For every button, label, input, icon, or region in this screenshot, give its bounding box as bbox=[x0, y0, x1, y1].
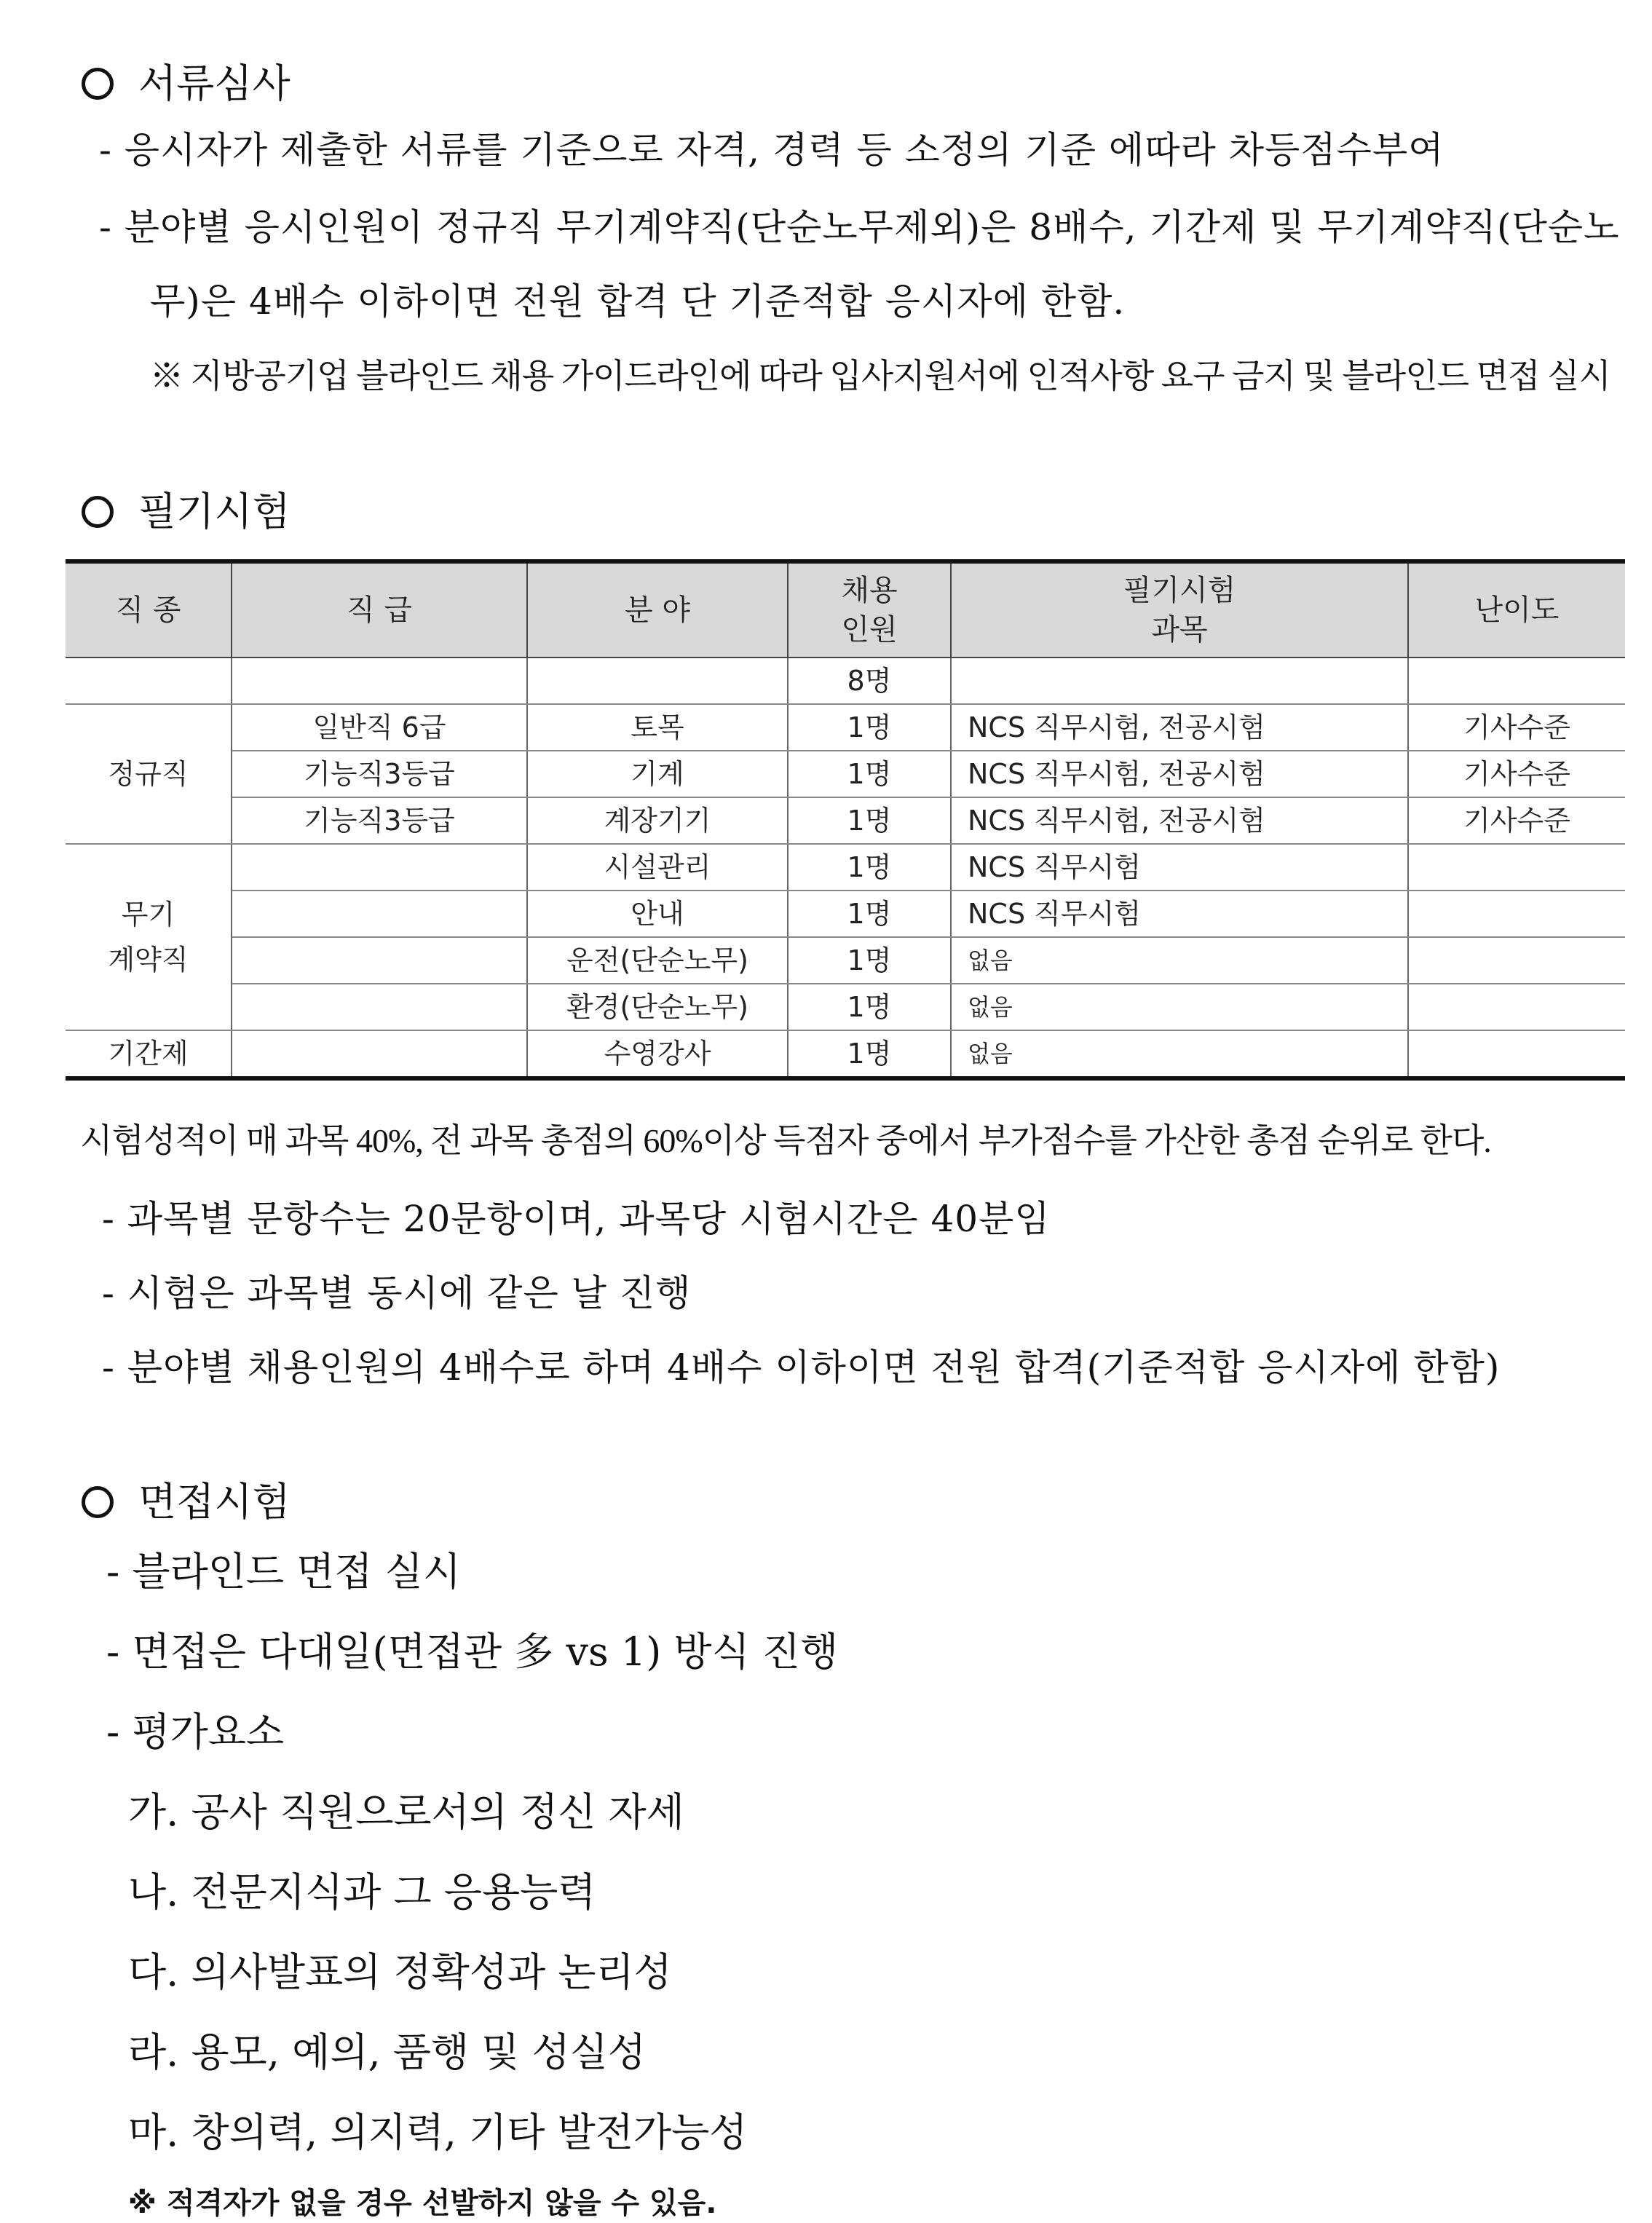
section-heading-written-exam: 필기시험 bbox=[82, 481, 291, 537]
s1-note: ※ 지방공기업 블라인드 채용 가이드라인에 따라 입사지원서에 인적사항 요구 금지 및 블라인드 면접 실시 bbox=[150, 358, 1610, 395]
s3-criteria-1: 가. 공사 직원으로서의 정신 자세 bbox=[128, 1789, 684, 1835]
circle-bullet-icon bbox=[82, 496, 114, 528]
table-row: 환경(단순노무) 1명 없음 bbox=[66, 984, 1625, 1030]
table-row: 운전(단순노무) 1명 없음 bbox=[66, 937, 1625, 984]
s3-bullet-3: - 평가요소 bbox=[106, 1709, 285, 1755]
s2-bullet-1: - 과목별 문항수는 20문항이며, 과목당 시험시간은 40분임 bbox=[102, 1198, 1051, 1240]
s3-criteria-3: 다. 의사발표의 정확성과 논리성 bbox=[128, 1949, 672, 1995]
section-heading-interview: 면접시험 bbox=[82, 1471, 291, 1527]
s1-line-1: - 응시자가 제출한 서류를 기준으로 자격, 경력 등 소정의 기준 에따라 차등점수부여 bbox=[99, 129, 1444, 171]
section-heading-documents: 서류심사 bbox=[82, 52, 291, 108]
s3-criteria-2: 나. 전문지식과 그 응용능력 bbox=[128, 1869, 596, 1915]
s2-criteria: 시험성적이 매 과목 40%, 전 과목 총점의 60%이상 득점자 중에서 부가점수를 가산한 총점 순위로 한다. bbox=[80, 1122, 1491, 1159]
table-row: 기능직3등급 계장기기 1명 NCS 직무시험, 전공시험 기사수준 bbox=[66, 797, 1625, 844]
th-headcount: 채용 인원 bbox=[788, 561, 951, 658]
table-row: 정규직 일반직 6급 토목 1명 NCS 직무시험, 전공시험 기사수준 bbox=[66, 704, 1625, 751]
job-type-cell: 정규직 bbox=[66, 704, 232, 844]
circle-bullet-icon bbox=[82, 1486, 114, 1518]
s2-bullet-2: - 시험은 과목별 동시에 같은 날 진행 bbox=[102, 1272, 692, 1314]
table-row: 안내 1명 NCS 직무시험 bbox=[66, 891, 1625, 937]
s3-criteria-5: 마. 창의력, 의지력, 기타 발전가능성 bbox=[128, 2109, 748, 2155]
s3-bullet-1: - 블라인드 면접 실시 bbox=[106, 1549, 462, 1595]
s3-footnote: ※ 적격자가 없을 경우 선발하지 않을 수 있음. bbox=[128, 2187, 717, 2220]
th-subjects: 필기시험 과목 bbox=[951, 561, 1408, 658]
table-row: 무기 계약직 시설관리 1명 NCS 직무시험 bbox=[66, 844, 1625, 891]
th-job-type: 직 종 bbox=[66, 561, 232, 658]
job-type-cell: 무기 계약직 bbox=[66, 844, 232, 1030]
s3-criteria-4: 라. 용모, 예의, 품행 및 성실성 bbox=[128, 2029, 647, 2075]
written-exam-table bbox=[66, 559, 1625, 1081]
total-headcount: 8명 bbox=[788, 658, 951, 704]
s1-line-2: - 분야별 응시인원이 정규직 무기계약직(단순노무제외)은 8배수, 기간제 및 무기계약직(단순노 bbox=[99, 206, 1620, 248]
table-row: 기능직3등급 기계 1명 NCS 직무시험, 전공시험 기사수준 bbox=[66, 751, 1625, 797]
circle-bullet-icon bbox=[82, 68, 114, 100]
th-difficulty: 난이도 bbox=[1408, 561, 1625, 658]
th-grade: 직 급 bbox=[232, 561, 527, 658]
s2-bullet-3: - 분야별 채용인원의 4배수로 하며 4배수 이하이면 전원 합격(기준적합 응시자에 한함) bbox=[102, 1346, 1501, 1389]
s1-line-3: 무)은 4배수 이하이면 전원 합격 단 기준적합 응시자에 한함. bbox=[150, 280, 1126, 323]
s3-bullet-2: - 면접은 다대일(면접관 多 vs 1) 방식 진행 bbox=[106, 1629, 839, 1675]
th-field: 분 야 bbox=[527, 561, 788, 658]
table-row bbox=[66, 658, 1625, 704]
table-row: 기간제 수영강사 1명 없음 bbox=[66, 1030, 1625, 1078]
